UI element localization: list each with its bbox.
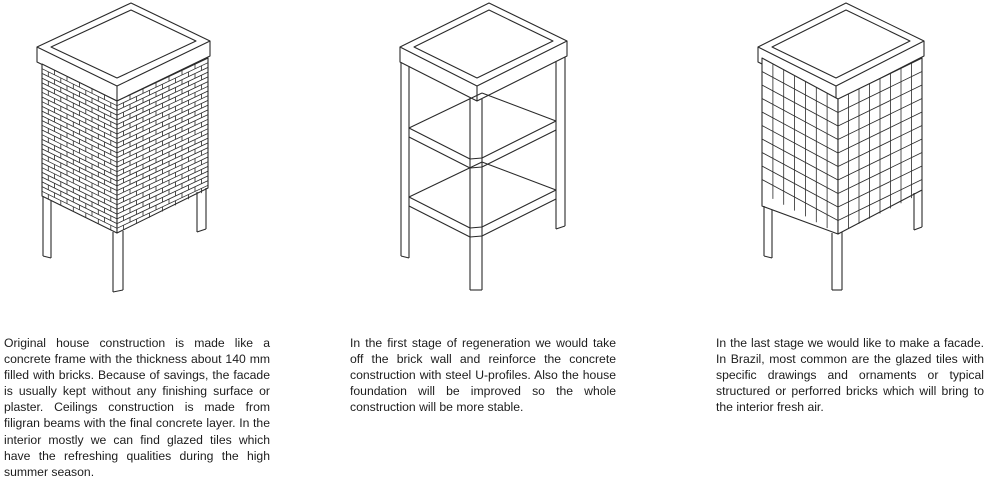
caption-final: In the last stage we would like to make a facade. In Brazil, most common are the glazed tiles with specific drawings and ornaments or typical structured or perforred bricks which will bring to the interior fresh air.	[716, 336, 984, 415]
frame-building-illustration	[400, 3, 567, 290]
brick-building-illustration	[37, 3, 210, 292]
tiled-building-illustration	[758, 3, 924, 290]
caption-original: Original house construction is made like a concrete frame with the thickness about 140 mm filled with bricks. Because of savings, the facade is usually kept without any finishing surface or plaster. Ceilings construction is made from filigran beams with the final concrete layer. In the interior mostly we can find glazed tiles which have the refreshing qualities during the high summer season.	[4, 336, 270, 479]
caption-regeneration: In the first stage of regeneration we would take off the brick wall and reinforce the concrete construction with steel U-profiles. Also the house foundation will be improved so the whole construction will be more stable.	[350, 336, 616, 415]
